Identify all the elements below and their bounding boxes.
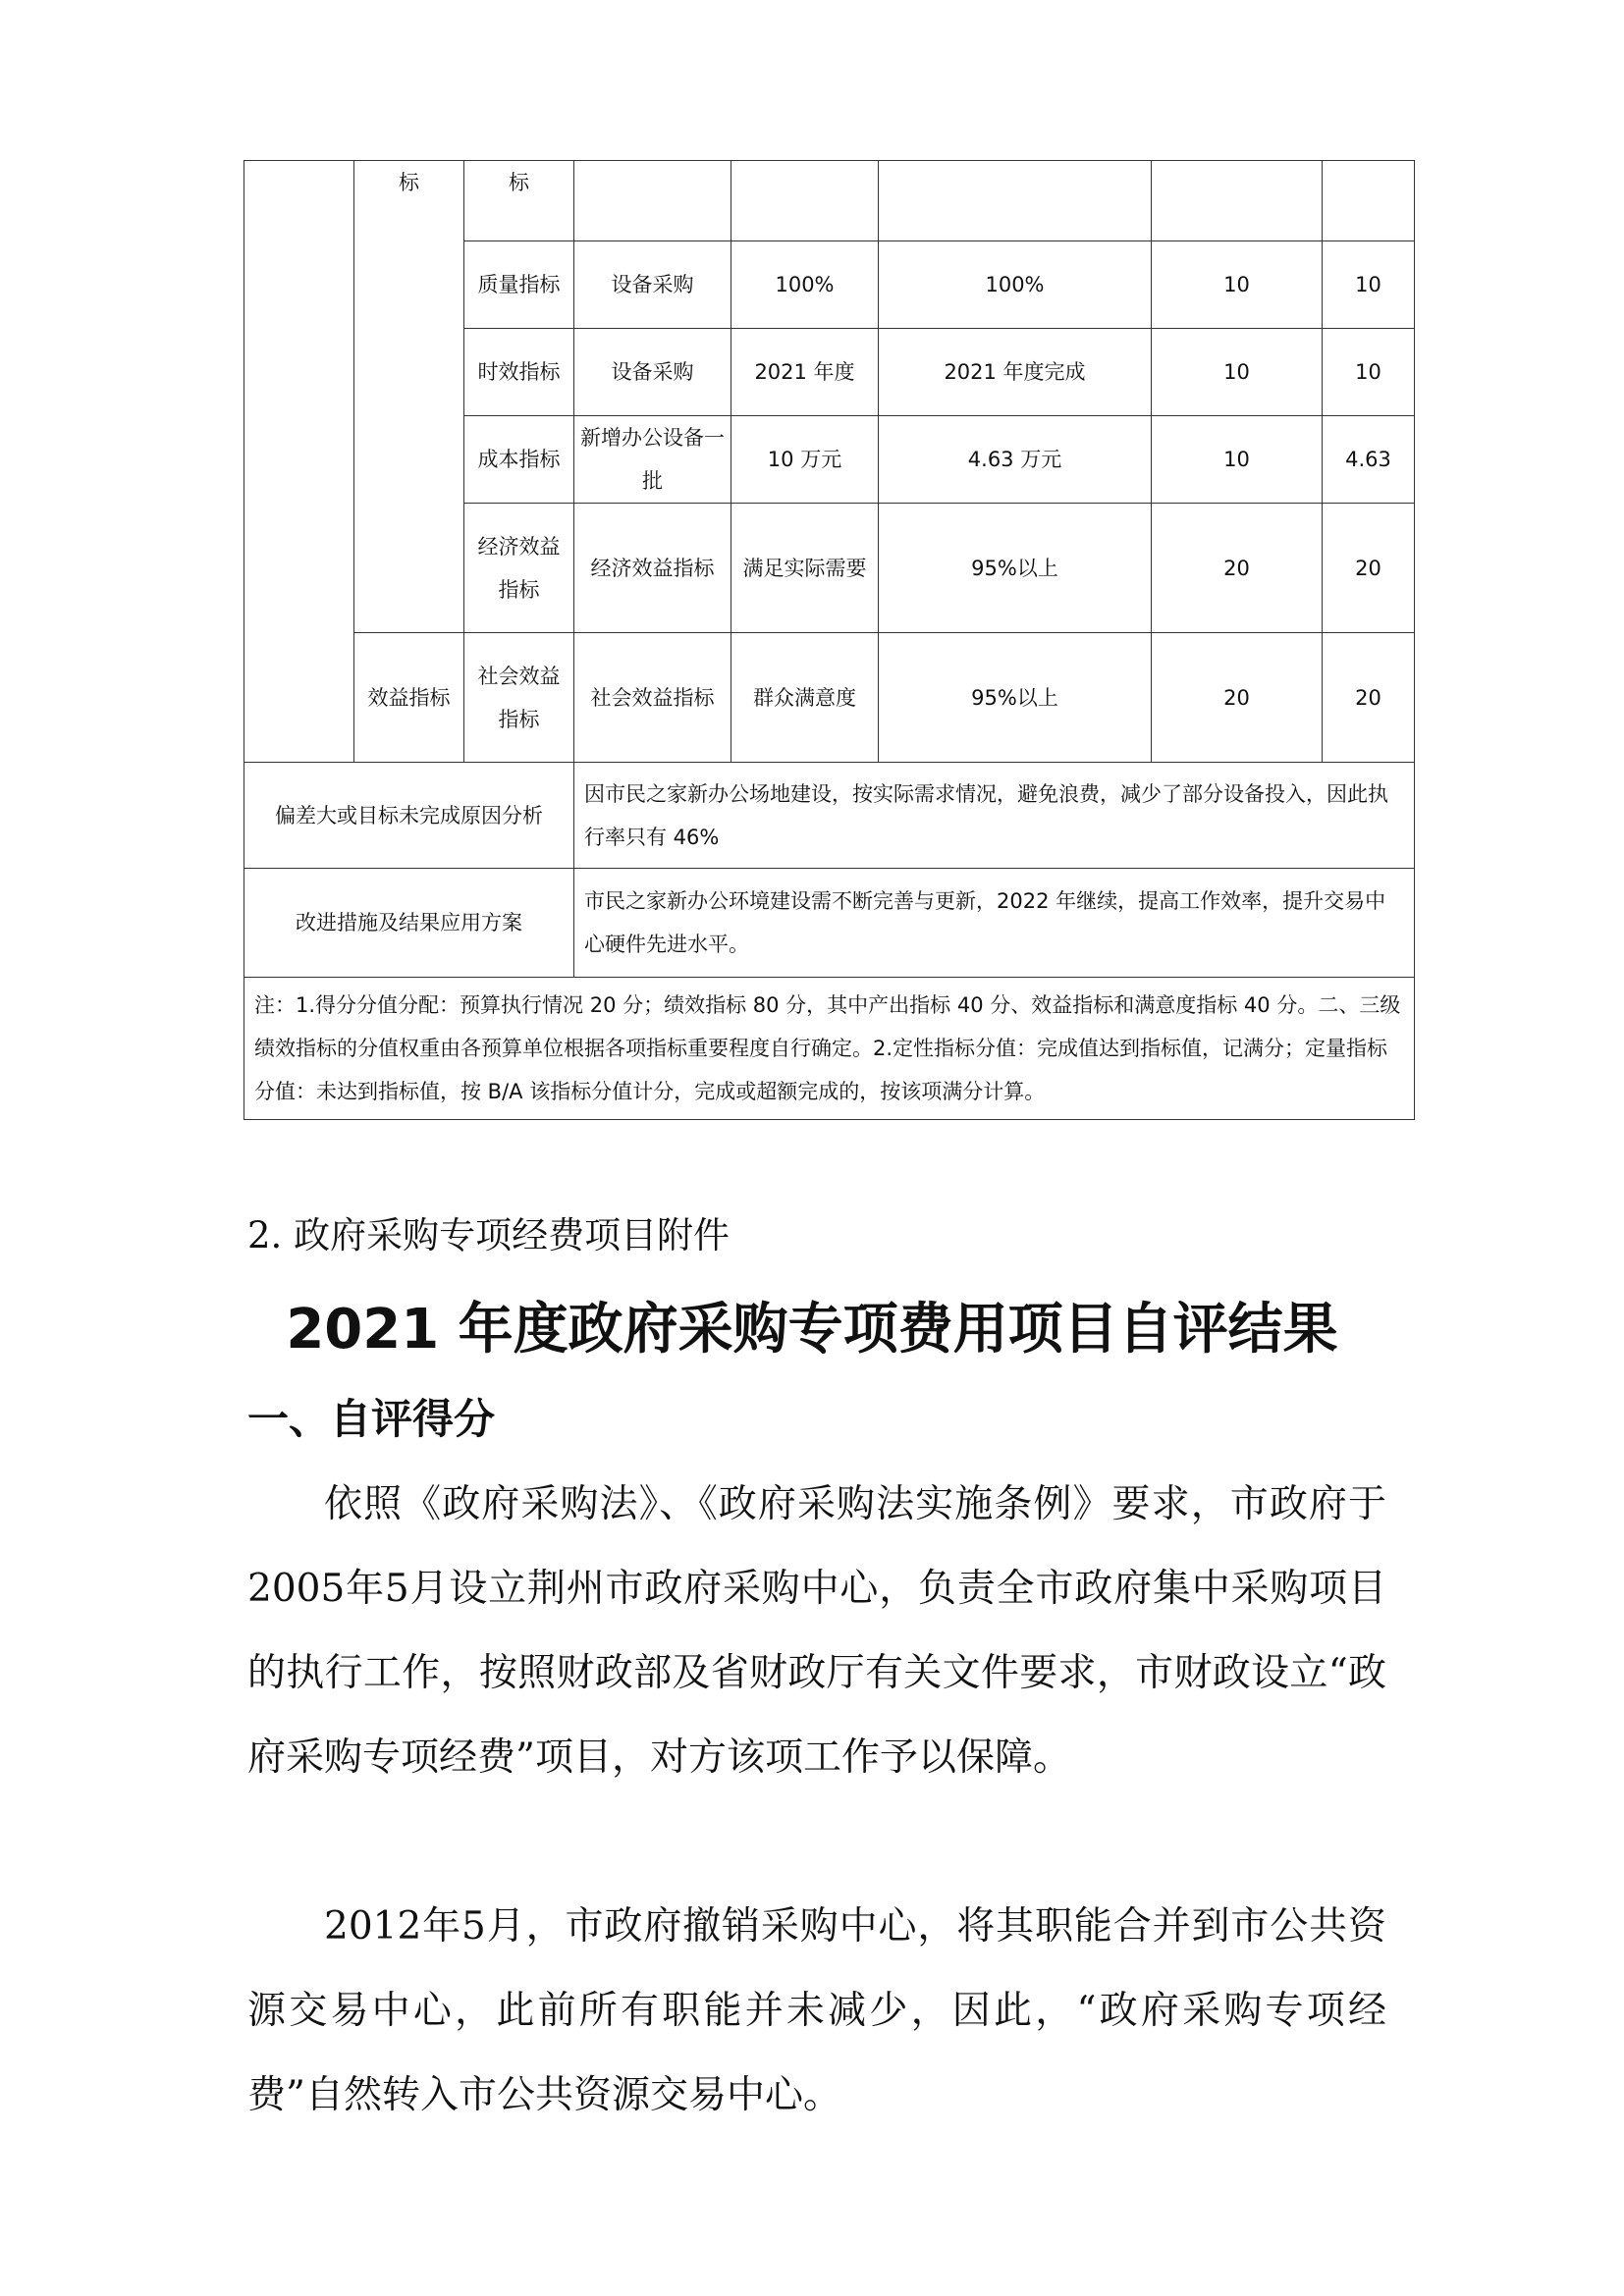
indicator-name: 时效指标 xyxy=(464,329,574,416)
table-row xyxy=(244,633,1415,763)
indicator-score: 10 xyxy=(1323,241,1415,329)
performance-table xyxy=(244,160,1415,1120)
indicator-actual: 95%以上 xyxy=(879,504,1152,633)
indicator-score: 10 xyxy=(1323,329,1415,416)
indicator-content: 新增办公设备一批 xyxy=(574,416,731,504)
paragraph-2: 2012年5月，市政府撤销采购中心，将其职能合并到市公共资源交易中心，此前所有职能并未减少，因此，“政府采购专项经费”自然转入市公共资源交易中心。 xyxy=(247,1904,1386,2117)
indicator-actual: 95%以上 xyxy=(879,633,1152,763)
paragraph-1: 依照《政府采购法》、《政府采购法实施条例》要求，市政府于2005年5月设立荆州市政府采购中心，负责全市政府集中采购项目的执行工作，按照财政部及省财政厅有关文件要求，市财政设立“政府采购专项经费”项目，对方该项工作予以保障。 xyxy=(247,1482,1386,1780)
indicator-actual: 2021 年度完成 xyxy=(879,329,1152,416)
indicator-target: 10 万元 xyxy=(731,416,879,504)
section-heading: 一、自评得分 xyxy=(247,1395,496,1443)
deviation-text: 因市民之家新办公场地建设，按实际需求情况，避免浪费，减少了部分设备投入，因此执行率只有 46% xyxy=(574,763,1415,869)
indicator-content: 经济效益指标 xyxy=(574,504,731,633)
indicator-actual: 100% xyxy=(879,241,1152,329)
table-row xyxy=(244,161,1415,241)
indicator-score: 4.63 xyxy=(1323,416,1415,504)
indicator-name: 成本指标 xyxy=(464,416,574,504)
table-row xyxy=(244,869,1415,978)
indicator-weight: 20 xyxy=(1152,504,1323,633)
blank-cell xyxy=(244,161,354,763)
indicator-name: 质量指标 xyxy=(464,241,574,329)
indicator-content: 设备采购 xyxy=(574,329,731,416)
table-row xyxy=(244,978,1415,1120)
improve-text: 市民之家新办公环境建设需不断完善与更新，2022 年继续，提高工作效率，提升交易中心硬件先进水平。 xyxy=(574,869,1415,978)
improve-label: 改进措施及结果应用方案 xyxy=(244,869,574,978)
indicator-target: 2021 年度 xyxy=(731,329,879,416)
indicator-name: 经济效益指标 xyxy=(464,504,574,633)
indicator-score: 20 xyxy=(1323,504,1415,633)
deviation-label: 偏差大或目标未完成原因分析 xyxy=(244,763,574,869)
indicator-target: 满足实际需要 xyxy=(731,504,879,633)
indicator-content: 社会效益指标 xyxy=(574,633,731,763)
page-title: 2021 年度政府采购专项费用项目自评结果 xyxy=(286,1298,1338,1362)
table-note: 注：1.得分分值分配：预算执行情况 20 分；绩效指标 80 分，其中产出指标 40 分、效益指标和满意度指标 40 分。二、三级绩效指标的分值权重由各预算单位根据各项指标重要程度自行确定。2.定性指标分值：完成值达到指标值，记满分；定量指标分值：未达到指标值，按 B/A 该指标分值计分，完成或超额完成的，按该项满分计算。 xyxy=(244,978,1415,1120)
indicator-content: 设备采购 xyxy=(574,241,731,329)
indicator-weight: 10 xyxy=(1152,416,1323,504)
indicator-name: 社会效益指标 xyxy=(464,633,574,763)
indicator-actual: 4.63 万元 xyxy=(879,416,1152,504)
indicator-weight: 10 xyxy=(1152,241,1323,329)
quantity-name-cell: 标 xyxy=(464,161,574,241)
attachment-subheading: 2. 政府采购专项经费项目附件 xyxy=(247,1214,731,1256)
indicator-target: 群众满意度 xyxy=(731,633,879,763)
table-row xyxy=(244,763,1415,869)
indicator-score: 20 xyxy=(1323,633,1415,763)
indicator-weight: 10 xyxy=(1152,329,1323,416)
indicator-weight: 20 xyxy=(1152,633,1323,763)
output-group-cell: 标 xyxy=(354,161,464,633)
benefit-group-cell: 效益指标 xyxy=(354,633,464,763)
indicator-target: 100% xyxy=(731,241,879,329)
